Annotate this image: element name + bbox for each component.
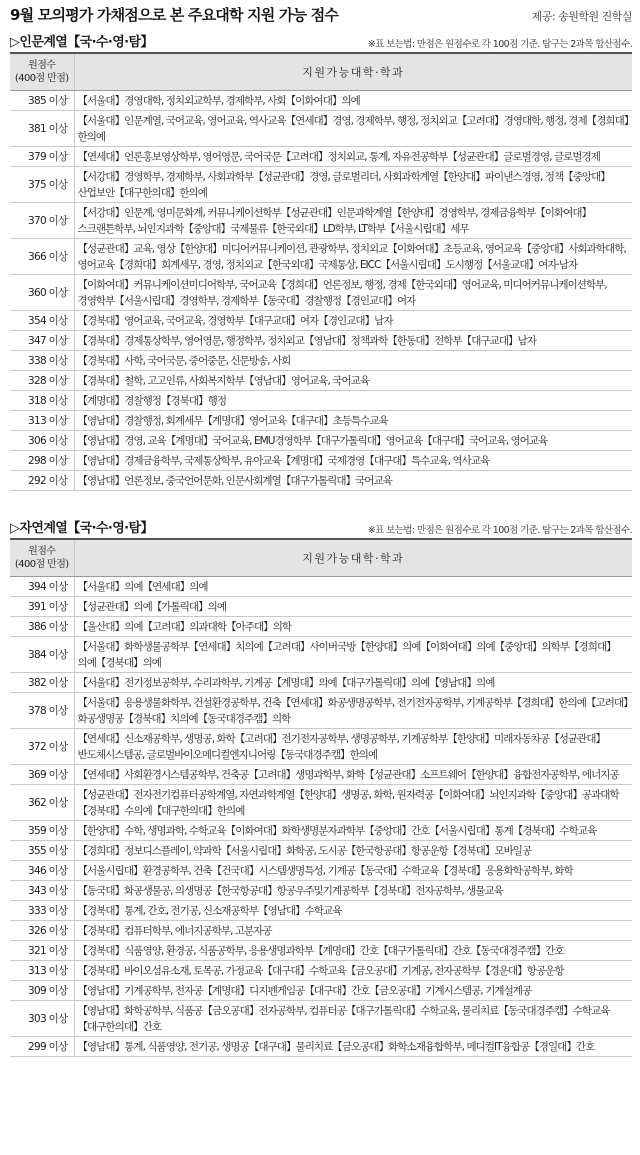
university-cell: 【서울대】의예【연세대】의예 xyxy=(74,577,632,597)
score-cell: 369 이상 xyxy=(10,765,74,785)
score-cell: 379 이상 xyxy=(10,147,74,167)
table-row xyxy=(10,841,632,861)
university-cell: 【연세대】신소재공학부, 생명공, 화학【고려대】전기전자공학부, 생명공학부, 기계공학부【한양대】미래자동차공【성균관대】반도체시스템공, 글로벌바이오메디컬엔지니어링【동국대경주캠】한의예 xyxy=(74,729,632,765)
table-row xyxy=(10,597,632,617)
score-cell: 343 이상 xyxy=(10,881,74,901)
university-cell: 【계명대】경찰행정【경북대】행정 xyxy=(74,391,632,411)
university-cell: 【연세대】사회환경시스템공학부, 건축공【고려대】생명과학부, 화학【성균관대】소프트웨어【한양대】융합전자공학부, 에너지공 xyxy=(74,765,632,785)
university-column-header: 지원가능대학·학과 xyxy=(74,53,632,91)
table-row xyxy=(10,239,632,275)
score-cell: 385 이상 xyxy=(10,91,74,111)
score-cell: 321 이상 xyxy=(10,941,74,961)
university-cell: 【영남대】화학공학부, 식품공【금오공대】전자공학부, 컴퓨터공【대구가톨릭대】수학교육, 물리치료【동국대경주캠】수학교육【대구한의대】간호 xyxy=(74,1001,632,1037)
score-cell: 309 이상 xyxy=(10,981,74,1001)
university-cell: 【서울대】인문계열, 국어교육, 영어교육, 역사교육【연세대】경영, 경제학부, 행정, 정치외교【고려대】경영대학, 행정, 경제【경희대】한의예 xyxy=(74,111,632,147)
table-row xyxy=(10,351,632,371)
table-row xyxy=(10,577,632,597)
score-cell: 299 이상 xyxy=(10,1037,74,1057)
score-cell: 384 이상 xyxy=(10,637,74,673)
university-cell: 【경북대】식품영양, 환경공, 식품공학부, 응용생명과학부【계명대】간호【대구가톨릭대】간호【동국대경주캠】간호 xyxy=(74,941,632,961)
university-cell: 【서울대】전기정보공학부, 수리과학부, 기계공【계명대】의예【대구가톨릭대】의예【영남대】의예 xyxy=(74,673,632,693)
score-cell: 372 이상 xyxy=(10,729,74,765)
table-header-row xyxy=(10,539,632,577)
university-cell: 【성균관대】의예【가톨릭대】의예 xyxy=(74,597,632,617)
table-row xyxy=(10,821,632,841)
university-cell: 【동국대】화공생물공, 의생명공【한국항공대】항공우주및기계공학부【경북대】전자공학부, 생물교육 xyxy=(74,881,632,901)
table-row xyxy=(10,729,632,765)
header xyxy=(10,4,632,32)
university-cell: 【경북대】경제통상학부, 영어영문, 행정학부, 정치외교【영남대】정책과학【한동대】전학부【대구교대】남자 xyxy=(74,331,632,351)
table-row xyxy=(10,275,632,311)
university-cell: 【한양대】수학, 생명과학, 수학교육【이화여대】화학생명분자과학부【중앙대】간호【서울시립대】통계【경북대】수학교육 xyxy=(74,821,632,841)
table-row xyxy=(10,901,632,921)
score-cell: 354 이상 xyxy=(10,311,74,331)
score-column-header xyxy=(10,539,74,577)
university-cell: 【울산대】의예【고려대】의과대학【아주대】의학 xyxy=(74,617,632,637)
table-row xyxy=(10,1001,632,1037)
score-cell: 359 이상 xyxy=(10,821,74,841)
university-cell: 【영남대】경영, 교육【계명대】국어교육, EMU경영학부【대구가톨릭대】영어교육【대구대】국어교육, 영어교육 xyxy=(74,431,632,451)
table-row xyxy=(10,147,632,167)
table-row xyxy=(10,203,632,239)
score-cell: 375 이상 xyxy=(10,167,74,203)
score-cell: 298 이상 xyxy=(10,451,74,471)
score-cell: 378 이상 xyxy=(10,693,74,729)
university-cell: 【이화여대】커뮤니케이션미디어학부, 국어교육【경희대】언론정보, 행정, 경제【한국외대】영어교육, 미디어커뮤니케이션학부, 경영학부【서울시립대】경영학부, 경제학부【동국대】경찰행정【경인교대】여자 xyxy=(74,275,632,311)
table-row xyxy=(10,637,632,673)
university-cell: 【경희대】정보디스플레이, 약과학【서울시립대】화학공, 도시공【한국항공대】항공운항【경북대】모바일공 xyxy=(74,841,632,861)
university-cell: 【경북대】바이오섬유소재, 토목공, 가정교육【대구대】수학교육【금오공대】기계공, 전자공학부【경운대】항공운항 xyxy=(74,961,632,981)
table-row xyxy=(10,167,632,203)
university-cell: 【서울대】화학생물공학부【연세대】치의예【고려대】사이버국방【한양대】의예【이화여대】의예【중앙대】의학부【경희대】의예【경북대】의예 xyxy=(74,637,632,673)
table-row xyxy=(10,311,632,331)
sciences-table xyxy=(10,538,632,1057)
sciences-title: ▷자연계열【국·수·영·탐】 xyxy=(10,521,153,536)
score-cell: 355 이상 xyxy=(10,841,74,861)
table-row xyxy=(10,765,632,785)
score-cell: 303 이상 xyxy=(10,1001,74,1037)
university-cell: 【서강대】인문계, 영미문화계, 커뮤니케이션학부【성균관대】인문과학계열【한양대】경영학부, 경제금융학부【이화여대】스크랜튼학부, 뇌인지과학【중앙대】국제물류【한국외대】LD학부, LT학부【서울시립대】세무 xyxy=(74,203,632,239)
humanities-table xyxy=(10,52,632,491)
sciences-section-header xyxy=(10,518,632,536)
university-cell: 【연세대】언론홍보영상학부, 영어영문, 국어국문【고려대】정치외교, 통계, 자유전공학부【성균관대】글로벌경영, 글로벌경제 xyxy=(74,147,632,167)
score-cell: 347 이상 xyxy=(10,331,74,351)
source-credit: 제공: 송원학원 진학실 xyxy=(531,10,632,23)
score-cell: 386 이상 xyxy=(10,617,74,637)
table-row xyxy=(10,785,632,821)
score-column-header xyxy=(10,53,74,91)
table-row xyxy=(10,881,632,901)
table-row xyxy=(10,391,632,411)
table-row xyxy=(10,431,632,451)
table-row xyxy=(10,451,632,471)
university-cell: 【영남대】경제금융학부, 국제통상학부, 유아교육【계명대】국제경영【대구대】특수교육, 역사교육 xyxy=(74,451,632,471)
table-row xyxy=(10,673,632,693)
university-cell: 【서강대】경영학부, 경제학부, 사회과학부【성균관대】경영, 글로벌리더, 사회과학계열【한양대】파이낸스경영, 정책【중앙대】산업보안【대구한의대】한의예 xyxy=(74,167,632,203)
score-cell: 366 이상 xyxy=(10,239,74,275)
score-header-line2: (400점 만점) xyxy=(14,73,69,84)
table-row xyxy=(10,941,632,961)
table-row xyxy=(10,411,632,431)
score-cell: 338 이상 xyxy=(10,351,74,371)
score-cell: 362 이상 xyxy=(10,785,74,821)
university-cell: 【서울대】경영대학, 정치외교학부, 경제학부, 사회【이화여대】의예 xyxy=(74,91,632,111)
sciences-note: ※표 보는법: 만점은 원점수로 각 100점 기준. 탐구는 2과목 합산점수. xyxy=(367,525,632,536)
university-cell: 【경북대】컴퓨터학부, 에너지공학부, 고분자공 xyxy=(74,921,632,941)
university-cell: 【영남대】언론정보, 중국언어문화, 인문사회계열【대구가톨릭대】국어교육 xyxy=(74,471,632,491)
score-cell: 382 이상 xyxy=(10,673,74,693)
university-cell: 【성균관대】교육, 영상【한양대】미디어커뮤니케이션, 관광학부, 정치외교【이화여대】초등교육, 영어교육【중앙대】사회과학대학, 영어교육【경희대】회계세무, 경영, 정치외교【한국외대】국제통상, EICC【서울시립대】도시행정【서울교대】여자·남자 xyxy=(74,239,632,275)
score-cell: 313 이상 xyxy=(10,411,74,431)
university-cell: 【영남대】경찰행정, 회계세무【계명대】영어교육【대구대】초등특수교육 xyxy=(74,411,632,431)
university-cell: 【영남대】통계, 식품영양, 전기공, 생명공【대구대】물리치료【금오공대】화학소재융합학부, 메디컬IT융합공【경일대】간호 xyxy=(74,1037,632,1057)
university-cell: 【경북대】통계, 간호, 전기공, 신소재공학부【영남대】수학교육 xyxy=(74,901,632,921)
table-row xyxy=(10,371,632,391)
score-cell: 326 이상 xyxy=(10,921,74,941)
university-cell: 【경북대】철학, 고고인류, 사회복지학부【영남대】영어교육, 국어교육 xyxy=(74,371,632,391)
table-row xyxy=(10,981,632,1001)
humanities-note: ※표 보는법: 만점은 원점수로 각 100점 기준. 탐구는 2과목 합산점수. xyxy=(367,39,632,50)
score-cell: 313 이상 xyxy=(10,961,74,981)
score-cell: 391 이상 xyxy=(10,597,74,617)
university-cell: 【경북대】사학, 국어국문, 중어중문, 신문방송, 사회 xyxy=(74,351,632,371)
table-row xyxy=(10,921,632,941)
table-row xyxy=(10,91,632,111)
score-cell: 381 이상 xyxy=(10,111,74,147)
table-row xyxy=(10,861,632,881)
university-cell: 【서울시립대】환경공학부, 건축【건국대】시스템생명특성, 기계공【동국대】수학교육【경북대】응용화학공학부, 화학 xyxy=(74,861,632,881)
score-header-line1: 원점수 xyxy=(28,546,56,557)
university-cell: 【영남대】기계공학부, 전자공【계명대】디지펜게임공【대구대】간호【금오공대】기계시스템공, 기계설계공 xyxy=(74,981,632,1001)
page-title: 9월 모의평가 가채점으로 본 주요대학 지원 가능 점수 xyxy=(10,6,339,24)
score-cell: 346 이상 xyxy=(10,861,74,881)
score-cell: 360 이상 xyxy=(10,275,74,311)
university-cell: 【서울대】응용생물화학부, 건설환경공학부, 건축【연세대】화공생명공학부, 전기전자공학부, 기계공학부【경희대】한의예【고려대】화공생명공【경북대】치의예【동국대경주캠】의학 xyxy=(74,693,632,729)
score-cell: 306 이상 xyxy=(10,431,74,451)
humanities-title: ▷인문계열【국·수·영·탐】 xyxy=(10,35,153,50)
score-cell: 292 이상 xyxy=(10,471,74,491)
score-cell: 318 이상 xyxy=(10,391,74,411)
table-header-row xyxy=(10,53,632,91)
table-row xyxy=(10,693,632,729)
score-cell: 394 이상 xyxy=(10,577,74,597)
score-cell: 328 이상 xyxy=(10,371,74,391)
table-row xyxy=(10,331,632,351)
table-row xyxy=(10,1037,632,1057)
score-header-line1: 원점수 xyxy=(28,60,56,71)
table-row xyxy=(10,617,632,637)
table-row xyxy=(10,471,632,491)
university-cell: 【경북대】영어교육, 국어교육, 경영학부【대구교대】여자【경인교대】남자 xyxy=(74,311,632,331)
university-column-header: 지원가능대학·학과 xyxy=(74,539,632,577)
score-cell: 370 이상 xyxy=(10,203,74,239)
score-cell: 333 이상 xyxy=(10,901,74,921)
university-cell: 【성균관대】전자전기컴퓨터공학계열, 자연과학계열【한양대】생명공, 화학, 원자력공【이화여대】뇌인지과학【중앙대】공과대학【경북대】수의예【대구한의대】한의예 xyxy=(74,785,632,821)
table-row xyxy=(10,961,632,981)
humanities-section-header xyxy=(10,32,632,50)
table-row xyxy=(10,111,632,147)
score-header-line2: (400점 만점) xyxy=(14,559,69,570)
